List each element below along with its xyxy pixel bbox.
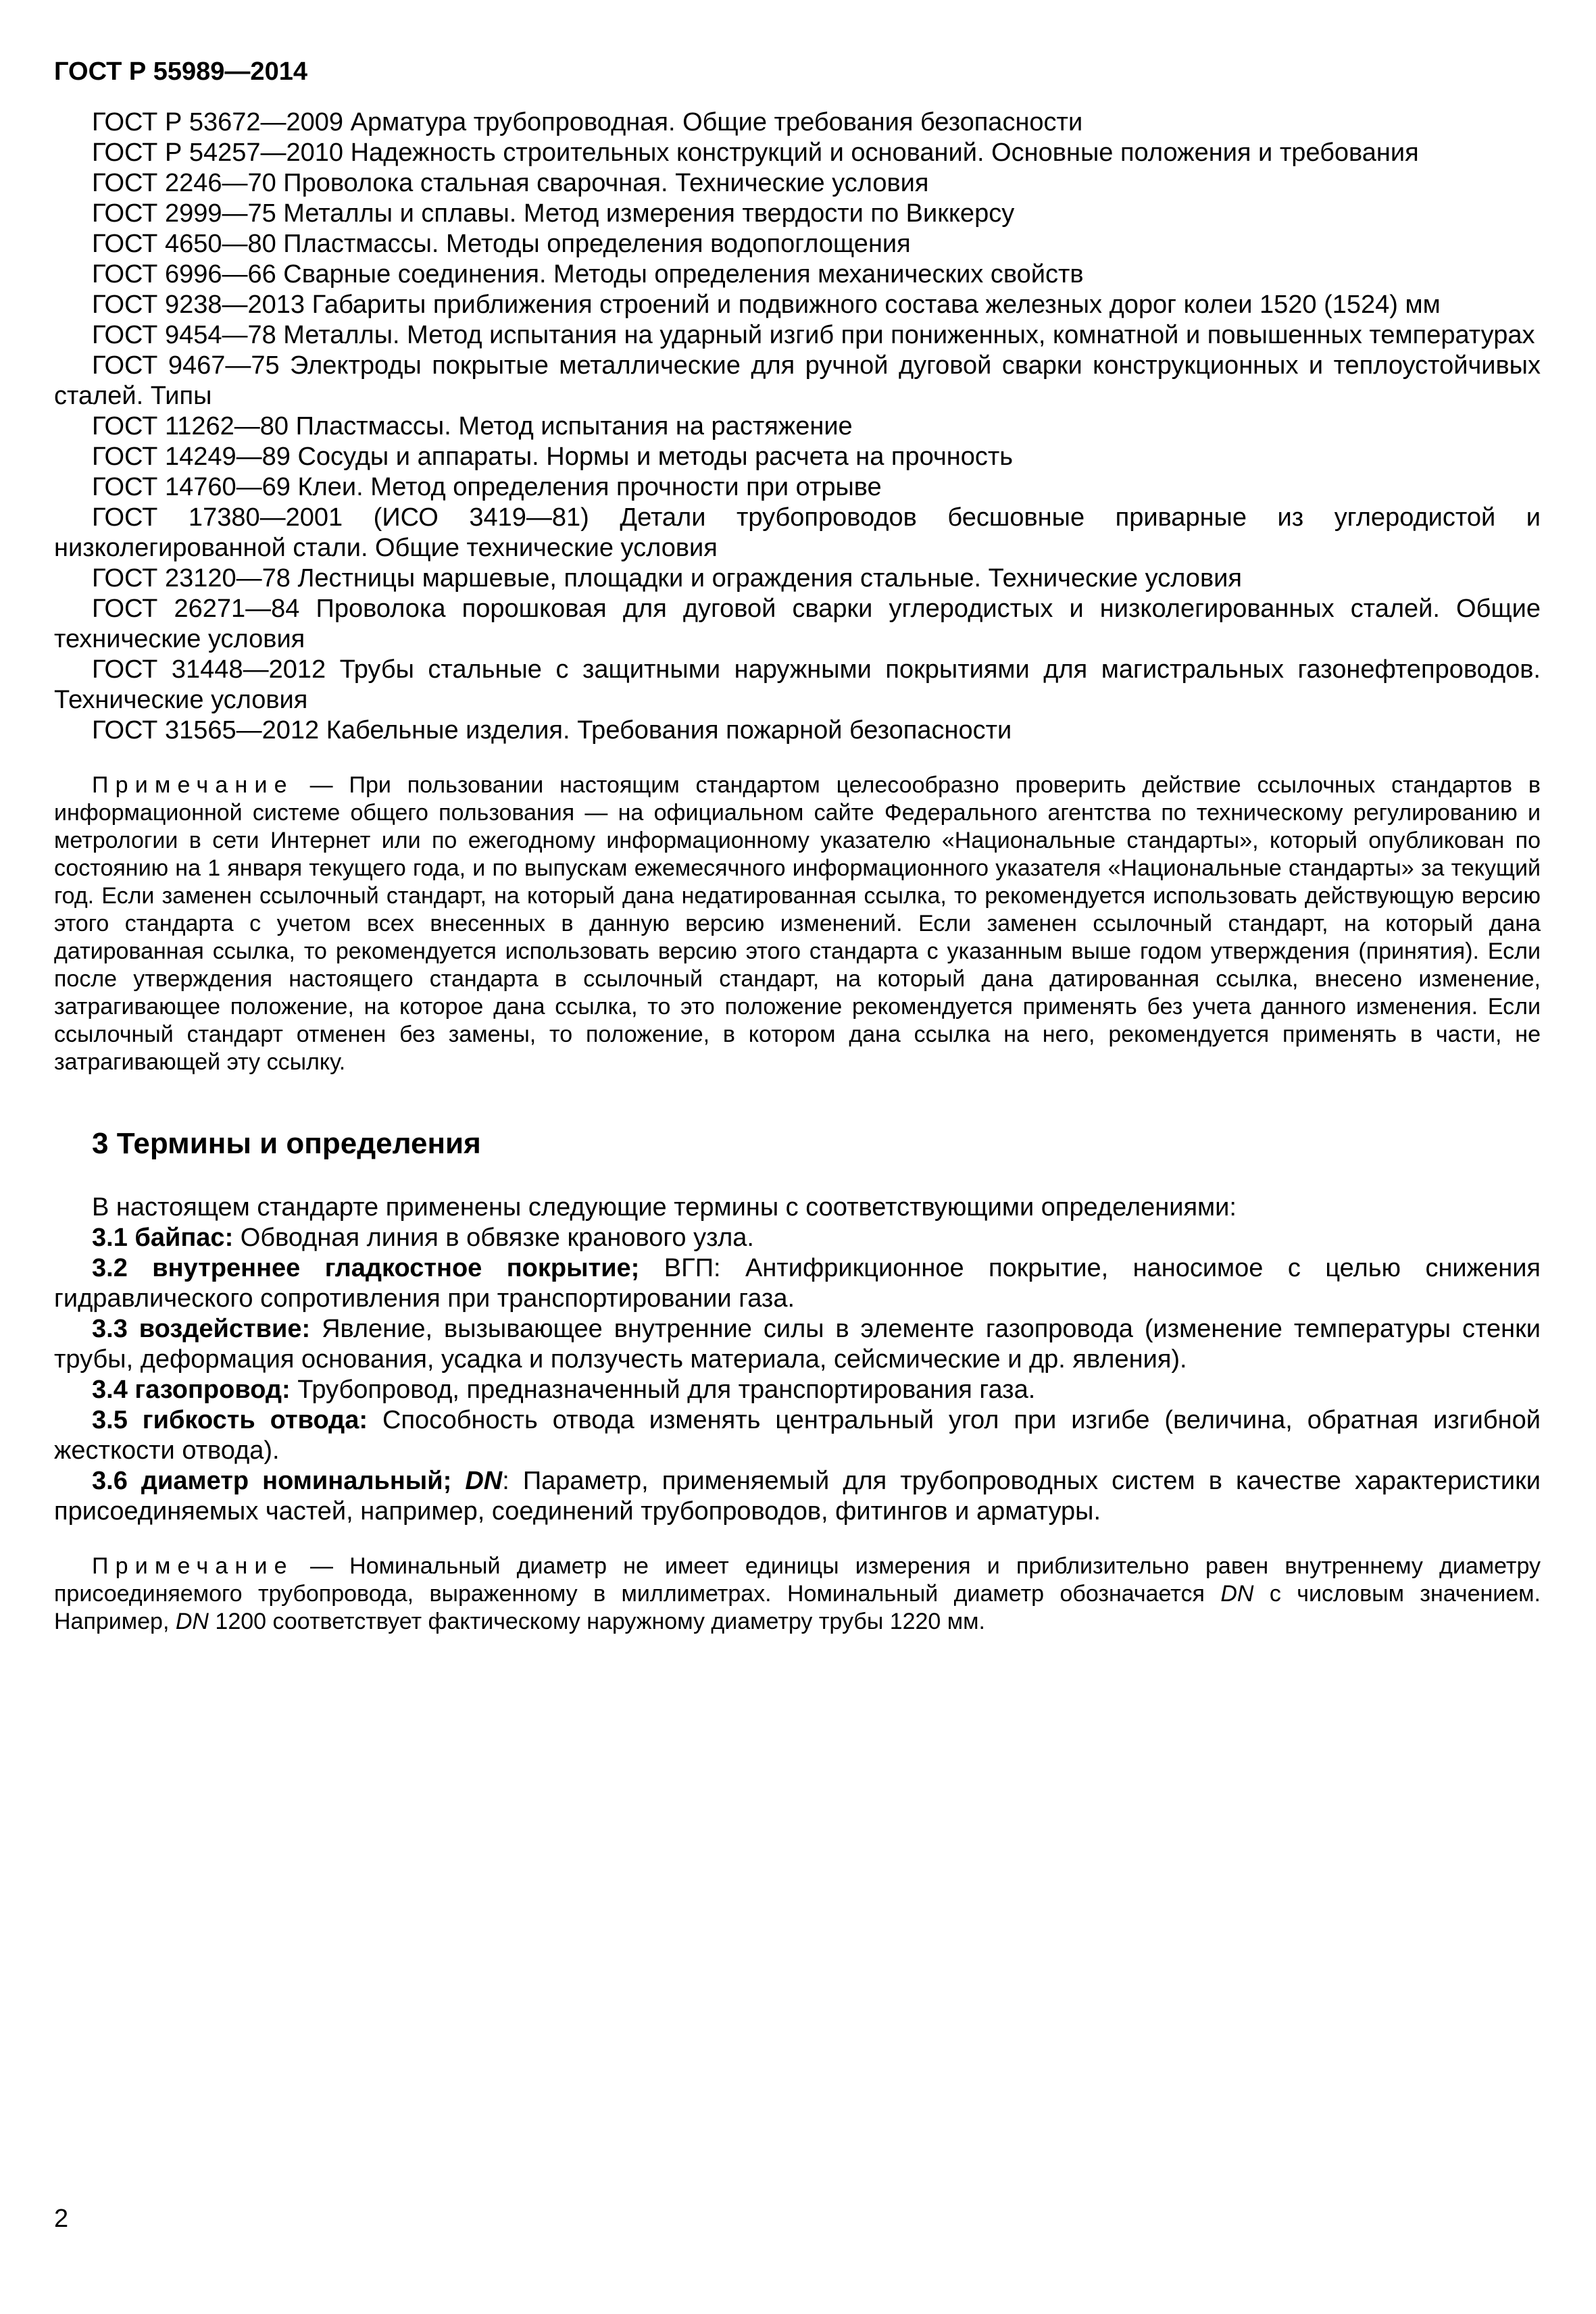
term-name: 3.2 внутреннее гладкостное покрытие;	[92, 1254, 640, 1282]
terms-intro: В настоящем стандарте применены следующие термины с соответствующими определениями:	[92, 1193, 1237, 1222]
term-text: Явление, вызывающее внутренние силы в элементе газопровода (изменение температуры стенки трубы, деформация основания, усадка и ползучесть материала, сейсмические и др. явления).	[54, 1315, 1541, 1374]
term-text: : Параметр, применяемый для трубопроводных систем в качестве характеристики присоединяемых частей, например, соединений трубопроводов, фитингов и арматуры.	[54, 1467, 1541, 1526]
reference-item: ГОСТ 9467—75 Электроды покрытые металлические для ручной дуговой сварки конструкционных и теплоустойчивых сталей. Типы	[54, 351, 1541, 410]
note-label: Примечание	[92, 772, 294, 798]
reference-item: ГОСТ 6996—66 Сварные соединения. Методы определения механических свойств	[92, 260, 1084, 288]
note-text: — Номинальный диаметр не имеет единицы измерения и приблизительно равен внутреннему диаметру присоединяемого трубопровода, выраженному в миллиметрах. Номинальный диаметр обозначается DN с числовым значением. Например, DN 1200 соответствует фактическому наружному диаметру трубы 1220 мм.	[54, 1553, 1541, 1634]
document-code-header: ГОСТ Р 55989—2014	[54, 57, 307, 86]
references-verification-note	[54, 772, 1541, 1076]
term-text: Обводная линия в обвязке кранового узла.	[233, 1224, 754, 1252]
reference-item: ГОСТ 9454—78 Металлы. Метод испытания на ударный изгиб при пониженных, комнатной и повышенных температурах	[92, 321, 1535, 349]
reference-item: ГОСТ 2999—75 Металлы и сплавы. Метод измерения твердости по Виккерсу	[92, 199, 1015, 228]
term-definition-3-5	[54, 1405, 1541, 1466]
reference-item: ГОСТ 17380—2001 (ИСО 3419—81) Детали трубопроводов бесшовные приварные из углеродистой и низколегированной стали. Общие технические условия	[54, 503, 1541, 562]
term-definition-3-4	[54, 1375, 1541, 1405]
term-definition-3-1	[54, 1223, 1541, 1253]
term-name: 3.1 байпас:	[92, 1224, 234, 1252]
term-text: ВГП: Антифрикционное покрытие, наносимое с целью снижения гидравлического сопротивления при транспортировании газа.	[54, 1254, 1541, 1313]
reference-item: ГОСТ 31448—2012 Трубы стальные с защитными наружными покрытиями для магистральных газонефтепроводов. Технические условия	[54, 655, 1541, 714]
term-name: 3.4 газопровод:	[92, 1376, 291, 1404]
term-name: 3.3 воздействие:	[92, 1315, 311, 1343]
term-text: Трубопровод, предназначенный для транспортирования газа.	[290, 1376, 1036, 1404]
page-number: 2	[54, 2205, 69, 2233]
reference-item: ГОСТ Р 53672—2009 Арматура трубопроводная. Общие требования безопасности	[92, 108, 1083, 136]
term-name: 3.6 диаметр номинальный;	[92, 1467, 452, 1495]
term-name: 3.5 гибкость отвода:	[92, 1406, 368, 1434]
term-symbol: DN	[451, 1467, 503, 1495]
normative-references-list	[54, 107, 1541, 746]
note-label: Примечание	[92, 1553, 294, 1579]
term-text: Способность отвода изменять центральный угол при изгибе (величина, обратная изгибной жесткости отвода).	[54, 1406, 1541, 1465]
term-definition-3-2	[54, 1253, 1541, 1314]
reference-item: ГОСТ 9238—2013 Габариты приближения строений и подвижного состава железных дорог колеи 1520 (1524) мм	[92, 291, 1441, 319]
reference-item: ГОСТ 14760—69 Клеи. Метод определения прочности при отрыве	[92, 473, 882, 501]
reference-item: ГОСТ Р 54257—2010 Надежность строительных конструкций и оснований. Основные положения и требования	[92, 139, 1419, 167]
term-definition-3-6	[54, 1466, 1541, 1527]
nominal-diameter-note	[54, 1553, 1541, 1636]
reference-item: ГОСТ 14249—89 Сосуды и аппараты. Нормы и методы расчета на прочность	[92, 443, 1014, 471]
reference-item: ГОСТ 26271—84 Проволока порошковая для дуговой сварки углеродистых и низколегированных сталей. Общие технические условия	[54, 595, 1541, 653]
reference-item: ГОСТ 31565—2012 Кабельные изделия. Требования пожарной безопасности	[92, 716, 1012, 745]
reference-item: ГОСТ 4650—80 Пластмассы. Методы определения водопоглощения	[92, 230, 911, 258]
reference-item: ГОСТ 2246—70 Проволока стальная сварочная. Технические условия	[92, 169, 929, 197]
note-text: — При пользовании настоящим стандартом целесообразно проверить действие ссылочных стандартов в информационной системе общего пользования — на официальном сайте Федерального агентства по техническому регулированию и метрологии в сети Интернет или по ежегодному информационному указателю «Национальные стандарты», который опубликован по состоянию на 1 января текущего года, и по выпускам ежемесячного информационного указателя «Национальные стандарты» за текущий год. Если заменен ссылочный стандарт, на который дана недатированная ссылка, то рекомендуется использовать действующую версию этого стандарта с учетом всех внесенных в данную версию изменений. Если заменен ссылочный стандарт, на который дана датированная ссылка, то рекомендуется использовать версию этого стандарта с указанным выше годом утверждения (принятия). Если после утверждения настоящего стандарта в ссылочный стандарт, на который дана датированная ссылка, внесено изменение, затрагивающее положение, на которое дана ссылка, то это положение рекомендуется применять без учета данного изменения. Если ссылочный стандарт отменен без замены, то положение, в котором дана ссылка на него, рекомендуется применять в части, не затрагивающей эту ссылку.	[54, 772, 1541, 1075]
reference-item: ГОСТ 23120—78 Лестницы маршевые, площадки и ограждения стальные. Технические условия	[92, 564, 1242, 593]
section-3-title: 3 Термины и определения	[92, 1127, 481, 1160]
term-definition-3-3	[54, 1314, 1541, 1375]
reference-item: ГОСТ 11262—80 Пластмассы. Метод испытания на растяжение	[92, 412, 853, 441]
